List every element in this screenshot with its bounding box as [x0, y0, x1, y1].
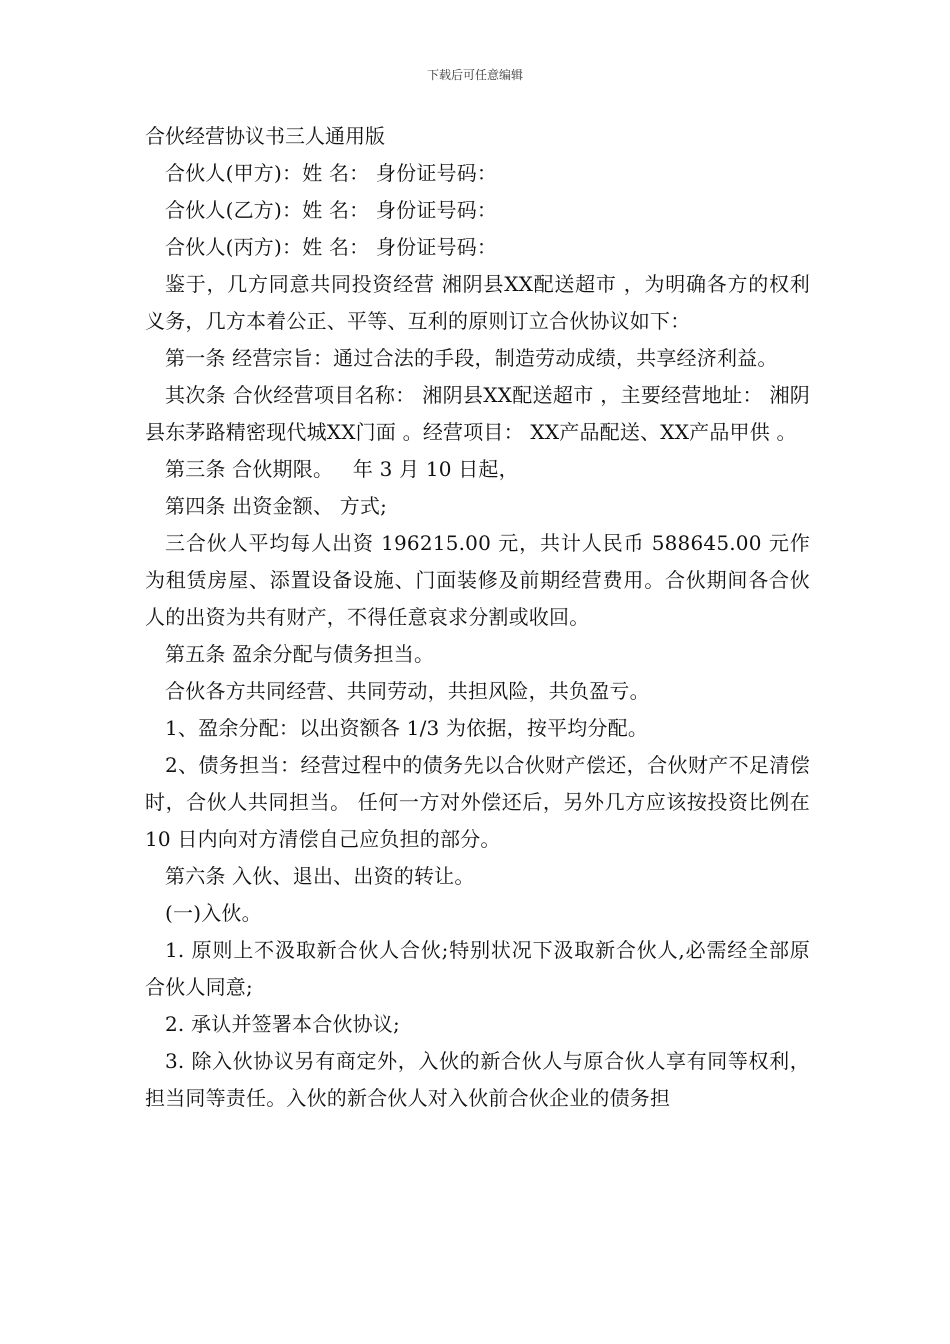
- party-a-line: 合伙人(甲方)：姓 名： 身份证号码：: [165, 161, 498, 185]
- party-c-line: 合伙人(丙方)：姓 名： 身份证号码：: [165, 235, 498, 259]
- article-5-paragraph: 合伙各方共同经营、共同劳动，共担风险，共负盈亏。: [165, 679, 650, 703]
- debt-item: 2、债务担当：经营过程中的债务先以合伙财产偿还，合伙财产不足清偿时，合伙人共同担当。 任何一方对外偿还后，另外几方应该按投资比例在 10 日内向对方清偿自己应负担的部分。: [145, 753, 810, 851]
- admission-item-3: 3. 除入伙协议另有商定外，入伙的新合伙人与原合伙人享有同等权利，担当同等责任。入伙的新合伙人对入伙前合伙企业的债务担: [145, 1049, 810, 1110]
- article-2-paragraph: 其次条 合伙经营项目名称： 湘阴县XX配送超市 ，主要经营地址： 湘阴县东茅路精密现代城XX门面 。经营项目： XX产品配送、XX产品甲供 。: [145, 383, 810, 444]
- article-3-paragraph: 第三条 合伙期限。 年 3 月 10 日起，: [165, 457, 519, 481]
- article-4-paragraph: 三合伙人平均每人出资 196215.00 元，共计人民币 588645.00 元作为租赁房屋、添置设备设施、门面装修及前期经营费用。合伙期间各合伙人的出资为共有财产，不得任意哀求分割或收回。: [145, 531, 810, 629]
- party-b-line: 合伙人(乙方)：姓 名： 身份证号码：: [165, 198, 498, 222]
- preamble-paragraph: 鉴于，几方同意共同投资经营 湘阴县XX配送超市 ，为明确各方的权利义务，几方本着公正、平等、互利的原则订立合伙协议如下：: [145, 272, 810, 333]
- article-1-paragraph: 第一条 经营宗旨：通过合法的手段，制造劳动成绩，共享经济利益。: [165, 346, 778, 370]
- article-5-heading: 第五条 盈余分配与债务担当。: [165, 642, 435, 666]
- admission-item-1: 1. 原则上不汲取新合伙人合伙;特别状况下汲取新合伙人,必需经全部原合伙人同意;: [145, 938, 810, 999]
- admission-item-2: 2. 承认并签署本合伙协议;: [165, 1012, 400, 1036]
- article-4-heading: 第四条 出资金额、 方式;: [165, 494, 388, 518]
- admission-heading: (一)入伙。: [165, 901, 262, 925]
- document-title: 合伙经营协议书三人通用版: [145, 124, 385, 148]
- article-6-heading: 第六条 入伙、退出、出资的转让。: [165, 864, 475, 888]
- header-note: 下载后可任意编辑: [426, 68, 523, 82]
- profit-distribution-item: 1、盈余分配：以出资额各 1/3 为依据，按平均分配。: [165, 716, 649, 740]
- document-body: [145, 118, 810, 1117]
